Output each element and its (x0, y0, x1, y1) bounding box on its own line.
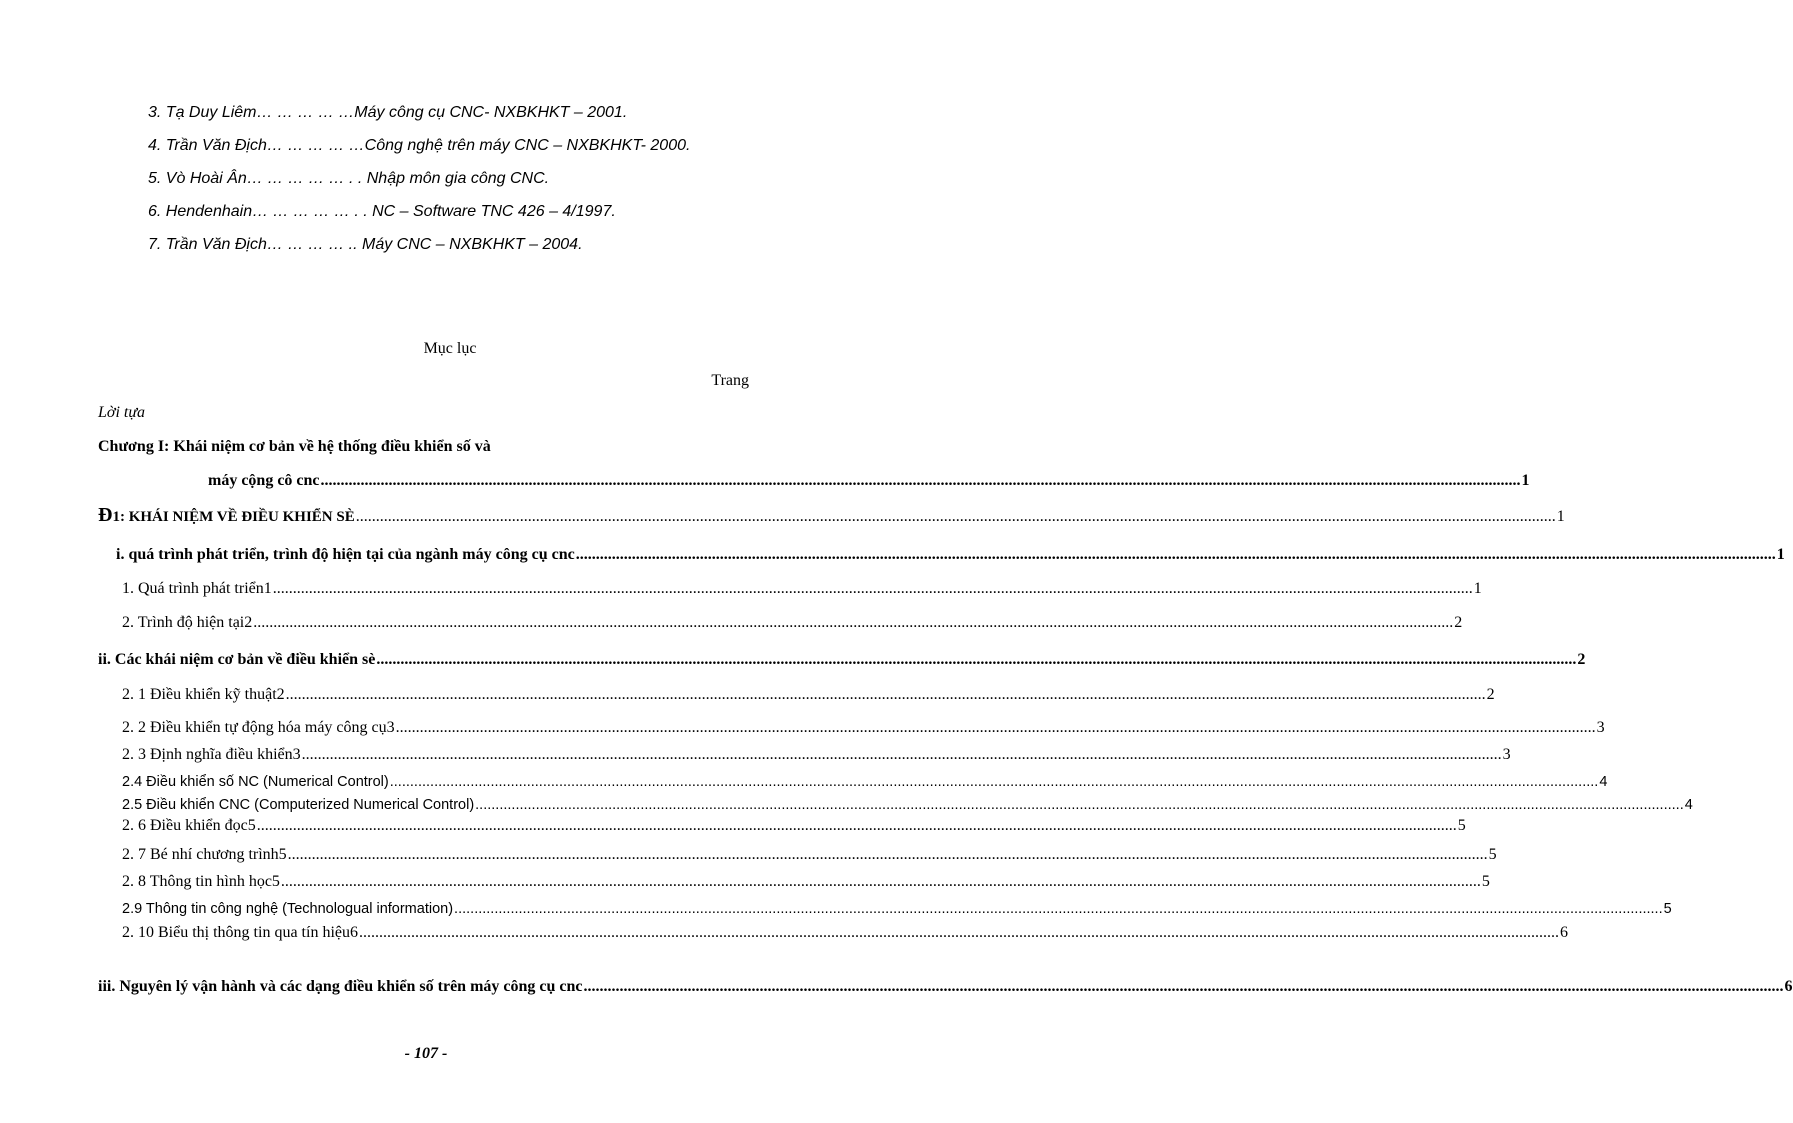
toc-entry: 2.5 Điều khiển CNC (Computerized Numerical Control) ............................................................................................................................................................................................................................................................................................................ 4 (122, 797, 1693, 813)
leader-dots: ............................................................................................................................................................................................................................................................................................................ (320, 472, 1521, 489)
toc-entry: 2. 7 Bé nhí chương trình5 ............................................................................................................................................................................................................................................................................................................ 5 (122, 846, 1497, 863)
toc-entry: 2. 8 Thông tin hình học5 ............................................................................................................................................................................................................................................................................................................ 5 (122, 873, 1490, 890)
leader-dots: ............................................................................................................................................................................................................................................................................................................ (376, 651, 1577, 668)
toc-entry: 2. 2 Điều khiển tự động hóa máy công cụ3 ............................................................................................................................................................................................................................................................................................................ 3 (122, 719, 1605, 736)
toc-entry: ii. Các khái niệm cơ bản về điều khiển sè ............................................................................................................................................................................................................................................................................................................ 2 (98, 651, 1586, 668)
leader-dots: ............................................................................................................................................................................................................................................................................................................ (575, 546, 1776, 563)
reference-item: 5. Vò Hoài Ân… … … … … . . Nhập môn gia công CNC. (148, 170, 550, 187)
leader-dots: ............................................................................................................................................................................................................................................................................................................ (256, 817, 1457, 834)
leader-dots: ............................................................................................................................................................................................................................................................................................................ (285, 686, 1486, 703)
toc-preface: Lời tựa (98, 404, 146, 421)
reference-item: 3. Tạ Duy Liêm… … … … …Máy công cụ CNC- NXBKHKT – 2001. (148, 104, 628, 121)
toc-entry: 1. Quá trình phát triển1 ............................................................................................................................................................................................................................................................................................................ 1 (122, 580, 1482, 597)
leader-dots: ............................................................................................................................................................................................................................................................................................................ (355, 508, 1556, 525)
reference-list (148, 96, 768, 261)
toc-entry: i. quá trình phát triển, trình độ hiện tại của ngành máy công cụ cnc ............................................................................................................................................................................................................................................................................................................ 1 (116, 546, 1785, 563)
toc-entry: 2. 10 Biểu thị thông tin qua tín hiệu6 ............................................................................................................................................................................................................................................................................................................ 6 (122, 924, 1568, 941)
page-column-header: Trang (711, 372, 749, 389)
toc-entry: 2. Trình độ hiện tại2 ............................................................................................................................................................................................................................................................................................................ 2 (122, 614, 1463, 631)
leader-dots: ............................................................................................................................................................................................................................................................................................................ (358, 924, 1559, 941)
reference-item: 6. Hendenhain… … … … … . . NC – Software TNC 426 – 4/1997. (148, 203, 616, 220)
toc-chapter-heading: Chương I: Khái niệm cơ bản về hệ thống điều khiển số và (98, 438, 491, 455)
toc-entry-section-d1: Đ1: KHÁI NIỆM VỀ ĐIỀU KHIỂN SÈ ............................................................................................................................................................................................................................................................................................................ 1 (98, 504, 1565, 526)
toc-title: Mục lục (423, 340, 477, 357)
page-number: - 107 - (404, 1045, 448, 1062)
leader-dots: ............................................................................................................................................................................................................................................................................................................ (253, 614, 1454, 631)
toc-entry-chapter: máy cộng cô cnc ............................................................................................................................................................................................................................................................................................................ 1 (208, 472, 1530, 489)
leader-dots: ............................................................................................................................................................................................................................................................................................................ (280, 873, 1481, 890)
toc-entry: 2. 1 Điều khiển kỹ thuật2 ............................................................................................................................................................................................................................................................................................................ 2 (122, 686, 1495, 703)
leader-dots: ............................................................................................................................................................................................................................................................................................................ (287, 846, 1488, 863)
leader-dots: ............................................................................................................................................................................................................................................................................................................ (454, 901, 1663, 917)
reference-item: 4. Trần Văn Địch… … … … …Công nghệ trên máy CNC – NXBKHKT- 2000. (148, 137, 691, 154)
reference-item: 7. Trần Văn Địch… … … … .. Máy CNC – NXBKHKT – 2004. (148, 236, 583, 253)
leader-dots: ............................................................................................................................................................................................................................................................................................................ (301, 746, 1502, 763)
leader-dots: ............................................................................................................................................................................................................................................................................................................ (395, 719, 1596, 736)
toc-entry: 2.4 Điều khiển số NC (Numerical Control) ............................................................................................................................................................................................................................................................................................................ 4 (122, 774, 1608, 790)
toc-entry: 2. 3 Định nghĩa điều khiển3 ............................................................................................................................................................................................................................................................................................................ 3 (122, 746, 1511, 763)
leader-dots: ............................................................................................................................................................................................................................................................................................................ (272, 580, 1473, 597)
toc-entry: iii. Nguyên lý vận hành và các dạng điều khiển số trên máy công cụ cnc ............................................................................................................................................................................................................................................................................................................ 6 (98, 978, 1793, 995)
leader-dots: ............................................................................................................................................................................................................................................................................................................ (583, 978, 1784, 995)
leader-dots: ............................................................................................................................................................................................................................................................................................................ (475, 797, 1684, 813)
leader-dots: ............................................................................................................................................................................................................................................................................................................ (389, 774, 1599, 790)
toc-entry: 2. 6 Điều khiển đọc5 ............................................................................................................................................................................................................................................................................................................ 5 (122, 817, 1466, 834)
toc-entry: 2.9 Thông tin công nghệ (Technologual information) ............................................................................................................................................................................................................................................................................................................ 5 (122, 901, 1672, 917)
